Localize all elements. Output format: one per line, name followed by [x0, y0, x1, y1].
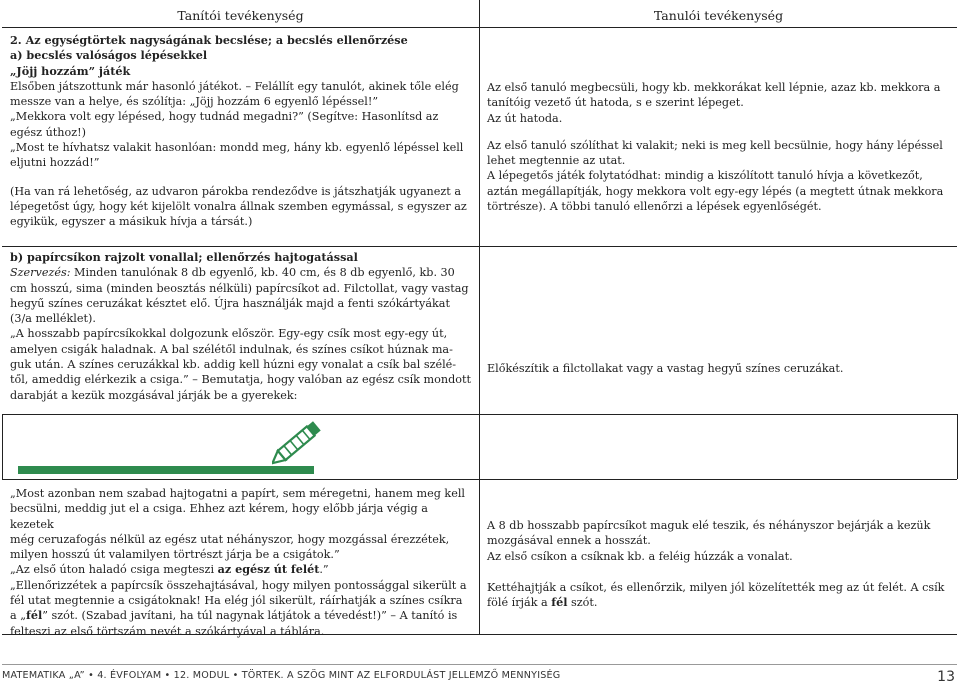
text-span: ” szót. (Szabad javítani, ha túl nagynak látjátok a tévedést!)” – A tanító is [42, 609, 458, 623]
text-line [10, 608, 475, 623]
organization-label: Szervezés: [10, 266, 71, 280]
text-line: tanítóig vezető út hatoda, s e szerint lépeget. [487, 96, 744, 110]
teacher-section-b [10, 250, 475, 403]
text-line: Az első tanuló megbecsüli, hogy kb. mekkorákat kell lépnie, azaz kb. mekkora a [487, 81, 941, 94]
text-line: törtrésze). A többi tanuló ellenőrzi a lépések egyenlőségét. [487, 200, 822, 214]
text-line: egyikük, egyszer a másikuk hívja a társát.) [10, 215, 253, 229]
text-line: Kettéhajtják a csíkot, és ellenőrzik, milyen jól közelítették meg az út felét. A csík [487, 580, 945, 594]
text-line: A 8 db hosszabb papírcsíkot maguk elé teszik, és néhányszor bejárják a kezük [487, 519, 931, 532]
text-line: „Most te hívhatsz valakit hasonlóan: mondd meg, hány kb. egyenlő lépéssel kell [10, 141, 464, 155]
table-right-border [957, 414, 958, 479]
text-line: „Mekkora volt egy lépésed, hogy tudnád megadni?” (Segítve: Hasonlítsd az [10, 110, 439, 124]
emphasis-text: fél [551, 595, 568, 610]
column-divider [479, 0, 480, 635]
game-name: „Jöjj hozzám” játék [10, 63, 131, 78]
text-span: a „ [10, 609, 27, 623]
section-title: 2. Az egységtörtek nagyságának becslése; a becslés ellenőrzése [10, 33, 408, 47]
text-line: aztán megállapítják, hogy mekkora volt egy-egy lépés (a megtett útnak mekkora [487, 184, 944, 198]
text-line: messze van a helye, és szólítja: „Jöjj hozzám 6 egyenlő lépéssel!” [10, 95, 379, 109]
text-line: cm hosszú, sima (minden beosztás nélküli) papírcsíkot ad. Filctollat, vagy vastag [10, 281, 469, 295]
text-span: „Az első úton haladó csiga megteszi [10, 563, 218, 577]
text-line: darabját a kezük mozgásával járják be a gyerekek: [10, 388, 298, 402]
text-line: Az út hatoda. [487, 111, 563, 125]
text-span: fölé írják a [487, 596, 552, 610]
text-line: „Ellenőrizzétek a papírcsík összehajtásával, hogy milyen pontossággal sikerült a [10, 578, 467, 592]
page-number: 13 [937, 669, 955, 685]
organization-text: Minden tanulónak 8 db egyenlő, kb. 40 cm, és 8 db egyenlő, kb. 30 [70, 266, 455, 280]
student-section-c [487, 518, 952, 610]
text-line: fél utat megtennie a csigátoknak! Ha elég jól sikerült, ráírhatják a színes csíkra [10, 594, 463, 608]
text-line: guk után. A színes ceruzákkal kb. addig kell húzni egy vonalat a csík bal szélé- [10, 358, 457, 372]
text-line: becsülni, meddig jut el a csiga. Ehhez azt kérem, hogy előbb járja végig a kezetek [10, 502, 428, 531]
subsection-title-a: a) becslés valóságos lépésekkel [10, 48, 208, 63]
text-line: (3/a melléklet). [10, 312, 96, 326]
text-line: től, ameddig elérkezik a csiga.” – Bemutatja, hogy valóban az egész csík mondott [10, 373, 471, 387]
subsection-title-b: b) papírcsíkon rajzolt vonallal; ellenőrzés hajtogatással [10, 250, 358, 264]
student-section-b [487, 361, 952, 376]
text-line: „A hosszabb papírcsíkokkal dolgozunk először. Egy-egy csík most egy-egy út, [10, 327, 448, 341]
text-line [487, 595, 952, 610]
text-line: felteszi az első törtszám nevét a szókártyával a táblára. [10, 624, 325, 638]
text-line: Előkészítik a filctollakat vagy a vastag hegyű színes ceruzákat. [487, 362, 844, 375]
pencil-icon [272, 412, 328, 468]
text-line: eljutni hozzád!” [10, 156, 100, 170]
text-line: egész úthoz!) [10, 125, 86, 139]
footer-rule [2, 664, 957, 665]
emphasis-text: az egész út felét [217, 562, 320, 577]
text-line [10, 562, 475, 577]
text-line: Elsőben játszottunk már hasonló játékot. – Felállít egy tanulót, akinek tőle elég [10, 79, 459, 93]
colored-stripe [18, 466, 314, 474]
text-line [10, 265, 475, 280]
text-line: (Ha van rá lehetőség, az udvaron párokba rendeződve is játszhatják ugyanezt a [10, 184, 462, 198]
text-line: amelyen csigák haladnak. A bal szélétől indulnak, és színes csíkot húznak ma- [10, 342, 453, 356]
text-line: mozgásával ennek a hosszát. [487, 534, 651, 548]
text-span: .” [319, 563, 329, 577]
teacher-section-a [10, 33, 475, 230]
text-line: Az első csíkon a csíknak kb. a feléig húzzák a vonalat. [487, 549, 793, 563]
text-line: „Most azonban nem szabad hajtogatni a papírt, sem méregetni, hanem meg kell [10, 487, 465, 500]
text-span: szót. [567, 596, 598, 610]
header-teacher: Tanítói tevékenység [177, 8, 304, 23]
text-line: még ceruzafogás nélkül az egész utat néhányszor, hogy mozgással érezzétek, [10, 532, 450, 546]
text-line: milyen hosszú út valamilyen törtrészt járja be a csigátok.” [10, 548, 340, 562]
text-line: lépegetőst úgy, hogy két kijelölt vonalra állnak szemben egymással, s egyszer az [10, 199, 467, 213]
teacher-section-c [10, 486, 475, 639]
emphasis-text: fél [26, 608, 43, 623]
text-line: A lépegetős játék folytatódhat: mindig a kiszólított tanuló hívja a következőt, [487, 169, 923, 183]
text-line: hegyű színes ceruzákat késztet elő. Újra használják majd a fenti szókártyákat [10, 296, 450, 310]
text-line: lehet megtennie az utat. [487, 154, 626, 168]
footer-text: MATEMATIKA „A” • 4. ÉVFOLYAM • 12. MODUL • TÖRTEK. A SZÖG MINT AZ ELFORDULÁST JELLEMZŐ MENNYISÉG [2, 670, 561, 681]
student-section-a [487, 80, 952, 214]
table-left-border [2, 414, 3, 479]
text-line: Az első tanuló szólíthat ki valakit; neki is meg kell becsülnie, hogy hány lépéssel [487, 138, 943, 152]
header-student: Tanulói tevékenység [653, 8, 784, 23]
